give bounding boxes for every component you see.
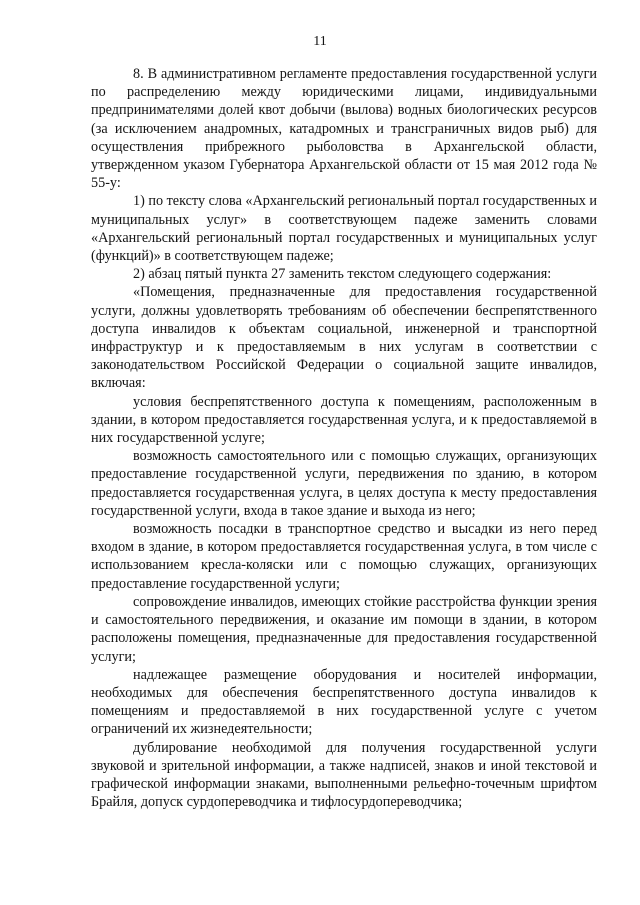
- paragraph-access-conditions: условия беспрепятственного доступа к помещениям, расположенным в здании, в котором предоставляется государственная услуга, и к предоставляемой в них государственной услуге;: [91, 393, 597, 447]
- paragraph-item-8-intro: 8. В административном регламенте предоставления государственной услуги по распределению между юридическими лицами, индивидуальными предпринимателями долей квот добычи (вылова) водных биологических ресурсов (за исключением анадромных, катадромных и трансграничных видов рыб) для осуществления прибрежного рыболовства в Архангельской области, утвержденном указом Губернатора Архангельской области от 15 мая 2012 года № 55-у:: [91, 66, 597, 192]
- page-number: 11: [313, 34, 327, 49]
- document-body: [91, 65, 597, 811]
- paragraph-information-duplication: дублирование необходимой для получения государственной услуги звуковой и зрительной информации, а также надписей, знаков и иной текстовой и графической информации знаками, выполненными рельефно-точечным шрифтом Брайля, допуск сурдопереводчика и тифлосурдопереводчика;: [91, 739, 597, 811]
- paragraph-escort-assistance: сопровождение инвалидов, имеющих стойкие расстройства функции зрения и самостоятельного передвижения, и оказание им помощи в здании, в котором расположены помещения, предназначенные для предоставления государственной услуги;: [91, 593, 597, 665]
- paragraph-transport-boarding: возможность посадки в транспортное средство и высадки из него перед входом в здание, в котором предоставляется государственная услуга, в том числе с использованием кресла-коляски или с помощью служащих, организующих предоставление государственной услуги;: [91, 521, 597, 592]
- paragraph-movement-possibility: возможность самостоятельного или с помощью служащих, организующих предоставление государственной услуги, передвижения по зданию, в котором предоставляется государственная услуга, в целях доступа к месту предоставления государственной услуги, входа в такое здание и выхода из него;: [91, 448, 597, 519]
- paragraph-subitem-1: 1) по тексту слова «Архангельский региональный портал государственных и муниципальных услуг» в соответствующем падеже заменить словами «Архангельский региональный портал государственных и муниципальных услуг (функций)» в соответствующем падеже;: [91, 193, 597, 265]
- paragraph-equipment-placement: надлежащее размещение оборудования и носителей информации, необходимых для обеспечения беспрепятственного доступа инвалидов к помещениям и предоставляемой в них государственной услуге с учетом ограничений их жизнедеятельности;: [91, 666, 597, 738]
- paragraph-quoted-premises: «Помещения, предназначенные для предоставления государственной услуги, должны удовлетворять требованиям об обеспечении беспрепятственного доступа инвалидов к объектам социальной, инженерной и транспортной инфраструктур и к предоставляемым в них услугам в соответствии с законодательством Российской Федерации о социальной защите инвалидов, включая:: [91, 284, 597, 392]
- paragraph-subitem-2: 2) абзац пятый пункта 27 заменить текстом следующего содержания:: [133, 266, 552, 283]
